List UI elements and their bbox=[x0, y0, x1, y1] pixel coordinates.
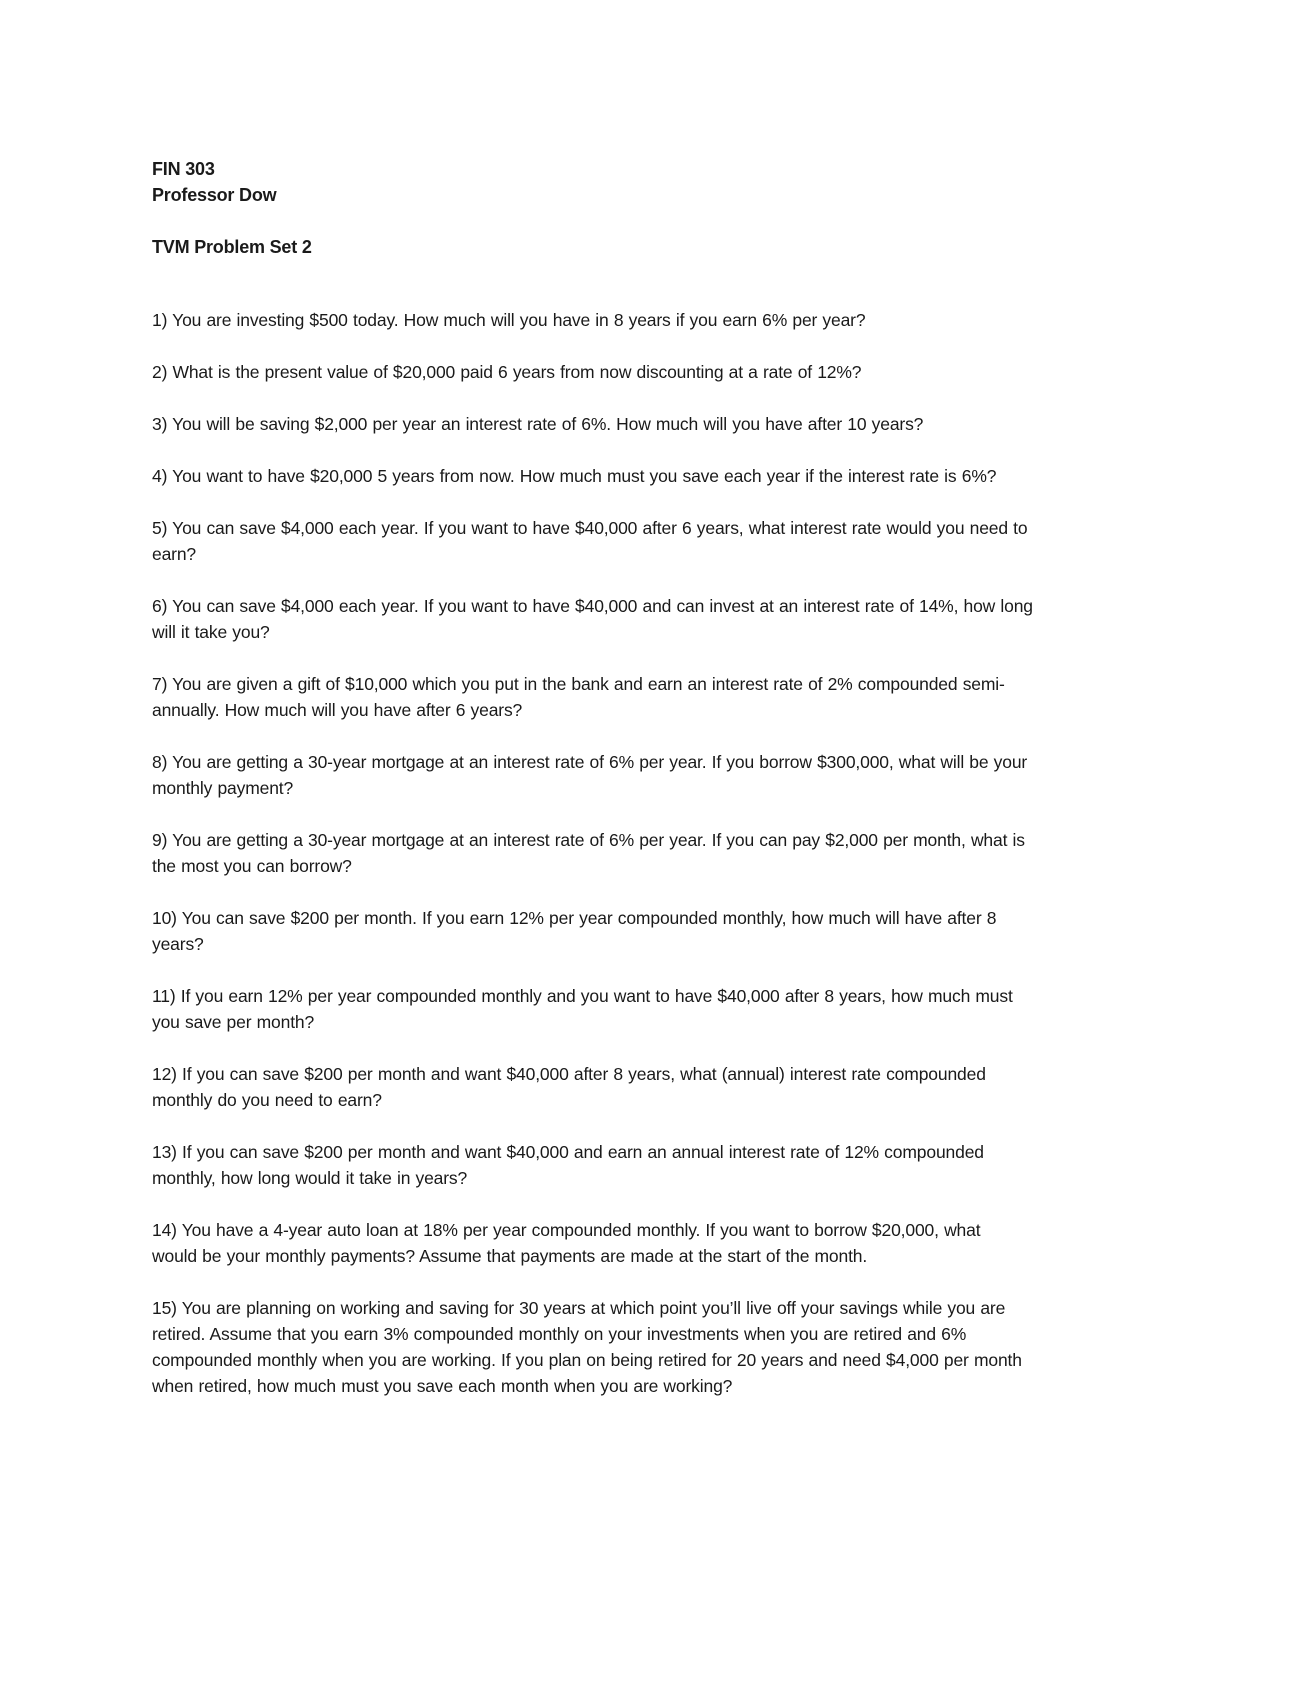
question-item: 2) What is the present value of $20,000 paid 6 years from now discounting at a rate of 12%? bbox=[152, 362, 862, 382]
question-item: 9) You are getting a 30-year mortgage at an interest rate of 6% per year. If you can pay $2,000 per month, what is the most you can borrow? bbox=[152, 830, 1025, 876]
question-item: 1) You are investing $500 today. How much will you have in 8 years if you earn 6% per year? bbox=[152, 310, 866, 330]
problem-set-title: TVM Problem Set 2 bbox=[152, 237, 312, 257]
question-item: 3) You will be saving $2,000 per year an interest rate of 6%. How much will you have after 10 years? bbox=[152, 414, 924, 434]
question-item: 6) You can save $4,000 each year. If you want to have $40,000 and can invest at an interest rate of 14%, how long will it take you? bbox=[152, 596, 1033, 642]
question-item: 13) If you can save $200 per month and want $40,000 and earn an annual interest rate of 12% compounded monthly, how long would it take in years? bbox=[152, 1142, 984, 1188]
question-item: 10) You can save $200 per month. If you earn 12% per year compounded monthly, how much will have after 8 years? bbox=[152, 908, 997, 954]
question-item: 5) You can save $4,000 each year. If you want to have $40,000 after 6 years, what interest rate would you need to earn? bbox=[152, 518, 1028, 564]
question-item: 14) You have a 4-year auto loan at 18% per year compounded monthly. If you want to borrow $20,000, what would be your monthly payments? Assume that payments are made at the start of the month. bbox=[152, 1220, 981, 1266]
question-item: 7) You are given a gift of $10,000 which you put in the bank and earn an interest rate of 2% compounded semi- annually. How much will you have after 6 years? bbox=[152, 674, 1005, 720]
professor-name: Professor Dow bbox=[152, 185, 277, 205]
question-item: 12) If you can save $200 per month and want $40,000 after 8 years, what (annual) interest rate compounded monthly do you need to earn? bbox=[152, 1064, 986, 1110]
course-code: FIN 303 bbox=[152, 159, 215, 179]
question-list bbox=[152, 307, 1142, 1425]
document-header bbox=[152, 156, 752, 260]
question-item: 8) You are getting a 30-year mortgage at an interest rate of 6% per year. If you borrow $300,000, what will be your monthly payment? bbox=[152, 752, 1028, 798]
question-item: 4) You want to have $20,000 5 years from now. How much must you save each year if the interest rate is 6%? bbox=[152, 466, 997, 486]
question-item: 11) If you earn 12% per year compounded monthly and you want to have $40,000 after 8 years, how much must you save per month? bbox=[152, 986, 1013, 1032]
question-item: 15) You are planning on working and saving for 30 years at which point you’ll live off your savings while you are retired. Assume that you earn 3% compounded monthly on your investments when you are retired and 6% compounded monthly when you are working. If you plan on being retired for 20 years and need $4,000 per month when retired, how much must you save each month when you are working? bbox=[152, 1298, 1022, 1396]
